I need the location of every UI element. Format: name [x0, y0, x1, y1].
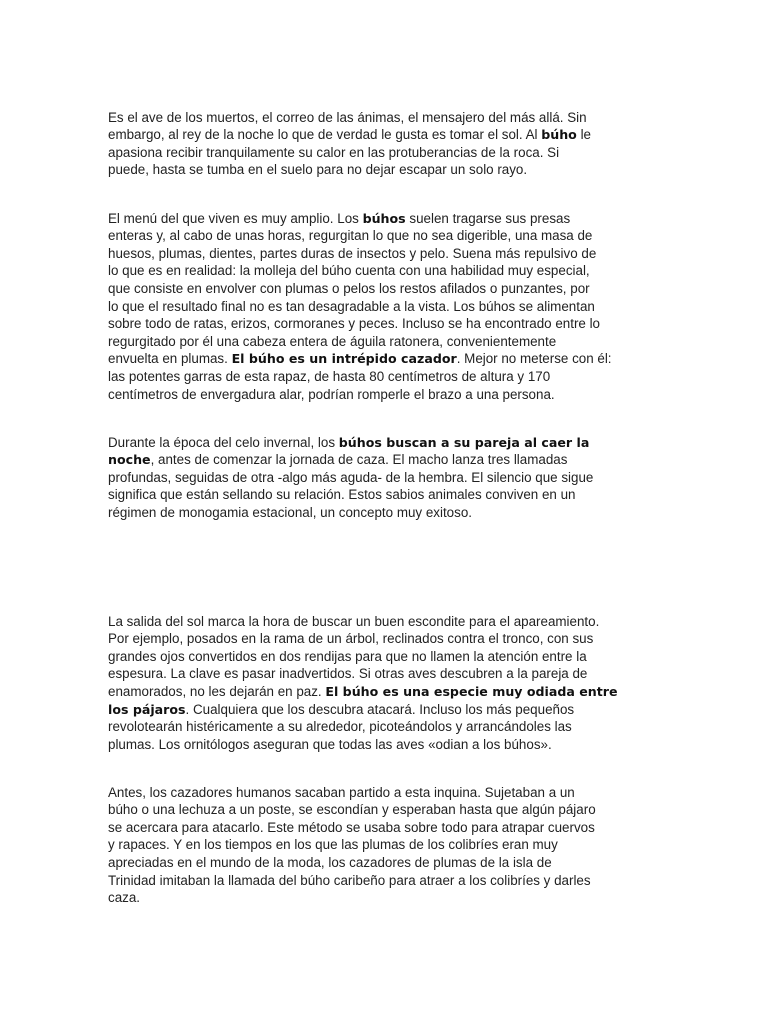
paragraph: [108, 595, 664, 753]
bold-text-run: búhos: [362, 210, 406, 226]
text-run: . Cualquiera que los descubra atacará. Incluso los más pequeños revolotearán histéricamente a su alrededor, picoteándolos y arrancándoles las plumas. Los ornitólogos aseguran que todas las aves «odian a los búhos».: [108, 701, 575, 752]
bold-text-run: búhos buscan a su pareja al caer la noche: [108, 434, 590, 468]
paragraph: [108, 766, 664, 907]
text-run: Antes, los cazadores humanos sacaban partido a esta inquina. Sujetaban a un búho o una lechuza a un poste, se escondían y esperaban hasta que algún pájaro se acercara para atacarlo. Este método se usaba sobre todo para atrapar cuervos y rapaces. Y en los tiempos en los que las plumas de los colibríes eran muy apreciadas en el mundo de la moda, los cazadores de plumas de la isla de Trinidad imitaban la llamada del búho caribeño para atraer a los colibríes y darles caza.: [108, 784, 596, 906]
bold-text-run: El búho es un intrépido cazador: [231, 351, 457, 367]
text-run: Es el ave de los muertos, el correo de las ánimas, el mensajero del más allá. Sin embargo, al rey de la noche lo que de verdad le gusta es tomar el sol. Al: [108, 109, 587, 143]
text-run: suelen tragarse sus presas enteras y, al cabo de unas horas, regurgitan lo que no sea digerible, una masa de huesos, plumas, dientes, partes duras de insectos y pelo. Suena más repulsivo de lo que es en realidad: la molleja del búho cuenta con una habilidad muy especial, que consiste en envolver con plumas o pelos los restos afilados o punzantes, por lo que el resultado final no es tan desagradable a la vista. Los búhos se alimentan sobre todo de ratas, erizos, cormoranes y peces. Incluso se ha encontrado entre lo regurgitado por él una cabeza entera de águila ratonera, convenientemente envuelta en plumas.: [108, 210, 601, 367]
paragraph: [108, 416, 664, 522]
bold-text-run: El búho es una especie muy odiada entre los pájaros: [108, 683, 618, 717]
paragraph: [108, 91, 664, 179]
text-run: , antes de comenzar la jornada de caza. El macho lanza tres llamadas profundas, seguidas de otra -algo más aguda- de la hembra. El silencio que sigue significa que están sellando su relación. Estos sabios animales conviven en un régimen de monogamia estacional, un concepto muy exitoso.: [108, 452, 594, 520]
text-run: le apasiona recibir tranquilamente su calor en las protuberancias de la roca. Si puede, hasta se tumba en el suelo para no dejar escapar un solo rayo.: [108, 127, 591, 178]
bold-text-run: búho: [541, 127, 577, 143]
text-run: El menú del que viven es muy amplio. Los: [108, 210, 363, 226]
text-run: La salida del sol marca la hora de buscar un buen escondite para el apareamiento. Por ejemplo, posados en la rama de un árbol, reclinados contra el tronco, con sus grandes ojos convertidos en dos rendijas para que no llamen la atención entre la espesura. La clave es pasar inadvertidos. Si otras aves descubren a la pareja de enamorados, no les dejarán en paz.: [108, 613, 600, 699]
text-run: Durante la época del celo invernal, los: [108, 434, 339, 450]
paragraph: [108, 192, 664, 403]
text-run: . Mejor no meterse con él: las potentes garras de esta rapaz, de hasta 80 centímetros de altura y 170 centímetros de envergadura alar, podrían romperle el brazo a una persona.: [108, 351, 612, 402]
